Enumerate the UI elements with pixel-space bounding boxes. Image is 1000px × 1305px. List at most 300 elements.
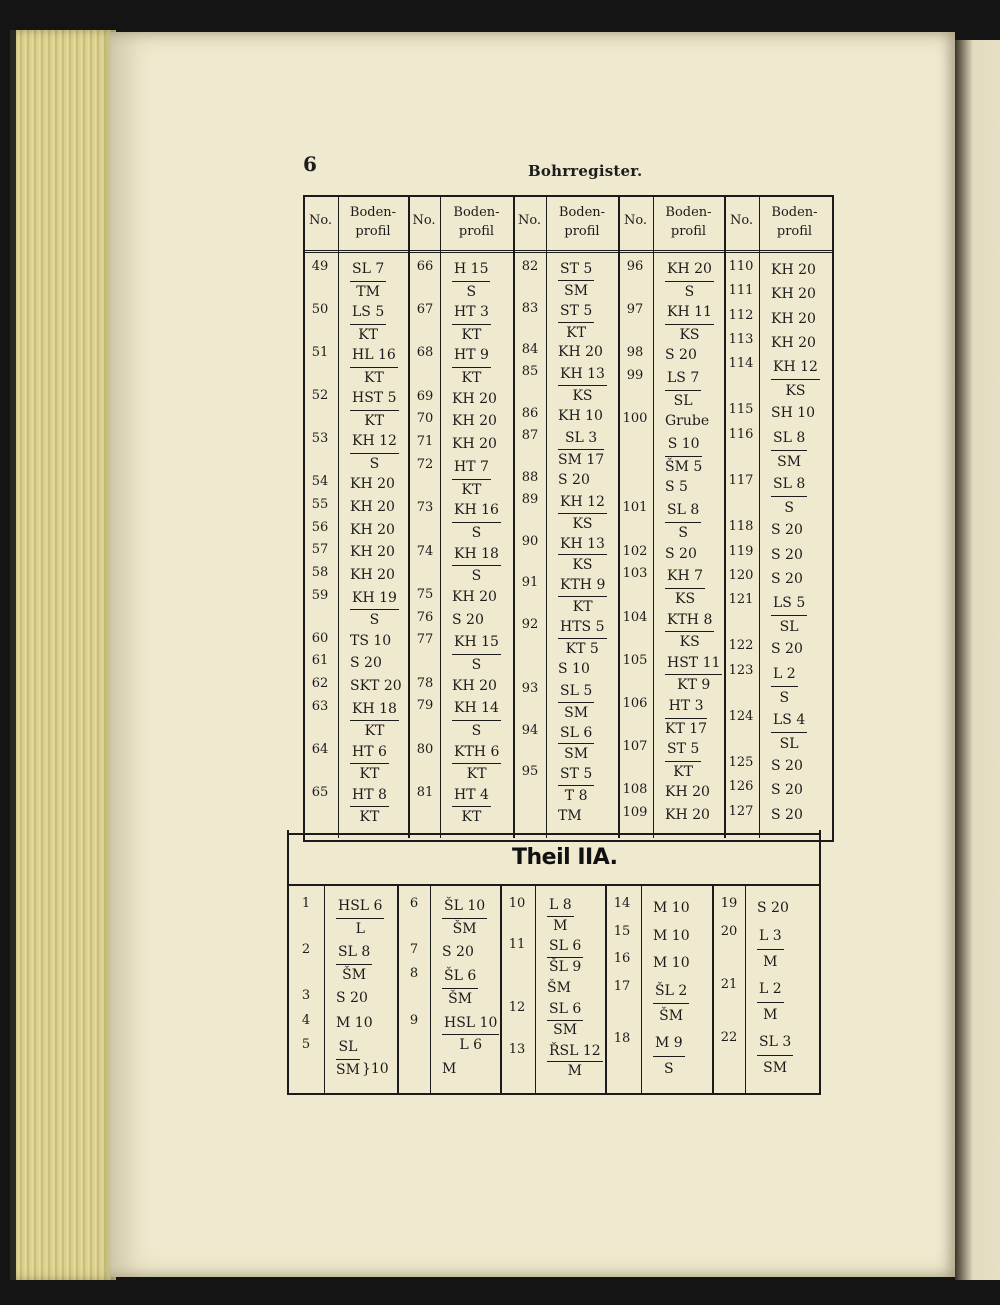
profil-fraction [452,785,491,829]
profil-top: L 3 [757,924,784,950]
boden-profil: S 20 [665,347,697,364]
row-number: 53 [311,431,329,447]
profil-fraction [665,610,714,654]
row-number: 8 [409,966,419,982]
row-number: 125 [728,755,754,771]
profil-top: HST 5 [350,388,399,411]
row-number: 2 [301,942,311,958]
profil-bottom: ŠM [448,991,473,1008]
profil-top: HL 16 [350,345,398,368]
row-number: 94 [521,722,539,738]
boden-profil: M 10 [653,900,690,916]
profil-bottom: ŠM [659,1008,684,1025]
profil-top: HT 6 [350,742,389,765]
row-number: 50 [311,302,329,318]
profil-fraction [665,434,702,478]
row-number: 49 [311,259,329,274]
row-number: 69 [416,388,434,404]
profil-fraction [757,924,784,975]
profil-fraction [665,739,701,783]
boden-profil: KH 20 [771,334,816,351]
boden-profil [547,896,574,936]
boden-profil [350,699,399,743]
profil-top: HT 3 [665,696,707,719]
profil-bottom: KT [363,369,384,386]
boden-profil [452,632,501,676]
boden-profil: KH 20 [771,286,816,303]
row-number: 66 [416,259,434,274]
profil-fraction [452,742,501,786]
row-number: 73 [416,500,434,516]
profil-fraction [771,356,820,403]
boden-profil: KH 20 [452,677,497,694]
row-number: 122 [728,638,754,654]
profil-fraction [665,259,714,303]
boden-profil [665,302,714,346]
boden-profil [665,500,701,544]
profil-top: SL 8 [771,473,807,497]
row-number: 112 [728,307,754,323]
boden-profil [452,544,501,588]
profil-top: KTH 6 [452,742,501,765]
boden-profil [558,301,594,344]
row-number: 22 [720,1029,738,1045]
profil-top: ST 5 [558,301,594,323]
profil-top: SL [336,1037,360,1060]
boden-profil: TS 10 [350,632,392,649]
row-number: 123 [728,662,754,678]
profil-top: ŠL 10 [442,896,487,919]
column-divider [338,195,339,838]
row-number: 88 [521,469,539,485]
column-divider [546,195,547,838]
row-number: 79 [416,698,434,714]
profil-fraction [547,937,583,977]
profil-bottom: ŠL 9 [549,958,582,975]
profil-fraction [336,896,384,941]
boden-profil: KH 20 [558,344,603,361]
boden-profil [665,653,722,697]
profil-fraction [558,764,594,807]
running-head: Bohrregister. [528,162,643,180]
boden-profil [771,427,807,474]
profil-bottom: SL [673,392,693,409]
profil-fraction [558,617,607,660]
profil-fraction [452,345,491,389]
boden-profil [350,302,386,346]
row-number: 100 [622,411,648,427]
row-number: 93 [521,680,539,696]
profil-top: ST 5 [558,764,594,786]
profil-top: KTH 9 [558,575,607,597]
row-number: 89 [521,491,539,507]
boden-profil: ŠM [547,979,571,996]
profil-bottom: S [678,524,688,541]
boden-profil [558,764,594,807]
profil-fraction [336,942,372,987]
profil-bottom: KT [364,723,385,740]
profil-top: KH 19 [350,588,399,611]
boden-profil: KH 10 [558,408,603,425]
row-number: 95 [521,764,539,780]
profil-bottom: SM [777,453,802,470]
profil-fraction [771,473,807,520]
row-number: 67 [416,302,434,318]
row-number: 76 [416,609,434,625]
header-no: No. [412,213,436,228]
profil-top: HT 4 [452,785,491,808]
column-divider [324,886,325,1093]
profil-fraction [771,592,807,639]
header-profil-bottom: profil [458,224,495,239]
boden-profil: KH 20 [452,413,497,430]
profil-top: L 8 [547,896,574,917]
row-number: 92 [521,617,539,633]
boden-profil: KH 20 [771,310,816,327]
profil-fraction [350,742,389,786]
profil-bottom: S [369,612,380,629]
row-number: 14 [613,896,631,911]
profil-fraction [665,696,707,740]
profil-bottom: L [355,920,365,937]
profil-top: KH 11 [665,302,714,325]
profil-bottom: SM 17 [558,452,605,469]
profil-top: LS 5 [771,592,807,616]
row-number: 127 [728,803,754,819]
profil-fraction [452,500,501,544]
row-number: 115 [728,402,754,418]
profil-top: L 2 [771,663,798,687]
profil-fraction [442,1013,499,1058]
boden-profil [757,977,784,1028]
profil-top: KH 16 [452,500,501,523]
row-number: 62 [311,676,329,692]
row-number: 68 [416,345,434,361]
row-number: 107 [622,739,648,755]
profil-top: KH 12 [771,356,820,380]
profil-fraction [452,457,491,501]
row-number: 96 [626,259,644,274]
profil-top: SL 7 [350,259,386,282]
profil-fraction [452,544,501,588]
row-number: 52 [311,388,329,404]
profil-bottom: KS [572,388,593,405]
profil-fraction [665,368,701,412]
row-number: 70 [416,411,434,427]
boden-profil: S 20 [771,641,803,658]
boden-profil [558,617,607,660]
profil-fraction [558,681,594,724]
boden-profil: S 20 [757,900,789,916]
profil-top: KTH 8 [665,610,714,633]
row-number: 12 [508,1000,526,1016]
profil-fraction [350,302,386,346]
boden-profil: S 20 [771,522,803,539]
profil-bottom: S [471,722,482,739]
profil-top: L 2 [757,977,784,1003]
row-number: 58 [311,565,329,581]
boden-profil [771,356,820,403]
boden-profil [771,709,807,756]
profil-top: LS 7 [665,368,701,391]
boden-profil [547,1042,603,1082]
boden-profil: S 20 [771,806,803,823]
row-number: 106 [622,695,648,711]
header-no: No. [623,213,648,228]
boden-profil [665,696,707,740]
profil-bottom: S [779,689,790,706]
row-number: 4 [301,1012,311,1028]
row-number: 64 [311,741,329,757]
boden-profil: S 10 [558,660,590,677]
profil-fraction [452,302,491,346]
profil-bottom: TM [356,283,380,300]
profil-fraction [653,979,689,1030]
row-number: 78 [416,675,434,691]
profil-bottom: KT 5 [565,640,599,657]
boden-profil: Grube [665,413,710,430]
profil-fraction [558,301,594,344]
profil-bottom: KS [674,590,696,607]
row-number: 120 [728,567,754,583]
boden-profil [547,937,583,977]
profil-top: ŠL 2 [653,979,689,1005]
boden-profil [558,492,607,535]
profil-bottom: KT [566,324,587,341]
boden-profil [757,924,784,975]
profil-bottom: ŠM [452,920,477,937]
profil-top: SL 3 [757,1030,793,1056]
profil-bottom: SL [779,619,799,636]
boden-profil: KH 20 [452,588,497,605]
profil-bottom: SM [336,1061,360,1078]
profil-top: ST 5 [665,739,701,762]
profil-fraction [452,632,501,676]
column-divider [653,195,654,838]
row-number: 61 [311,653,329,669]
row-number: 116 [728,426,754,442]
profil-fraction [442,896,487,941]
boden-profil [350,345,398,389]
row-number: 15 [613,923,631,939]
row-number: 74 [416,543,434,559]
profil-top: HSL 6 [336,896,384,919]
row-number: 16 [613,951,631,966]
boden-profil: S 20 [771,546,803,563]
boden-profil [336,942,372,987]
profil-bottom: S [369,455,380,472]
row-number: 98 [626,345,644,361]
row-number: 72 [416,457,434,472]
boden-profil [558,681,594,724]
row-number: 85 [521,364,539,380]
boden-profil [336,1037,389,1082]
row-number: 91 [521,575,539,591]
section-title: Theil IIA. [512,845,618,870]
profil-fraction [350,388,399,432]
profil-bottom: KS [572,515,593,532]
header-profil-top: Boden- [558,205,606,220]
boden-profil: S 20 [771,758,803,775]
boden-profil [665,434,702,478]
boden-profil [452,345,491,389]
profil-top: SL 8 [771,427,807,451]
profil-bottom: S [471,568,482,585]
profil-bottom: M [553,917,568,934]
header-no: No. [729,213,754,228]
profil-fraction [350,431,399,475]
page-number: 6 [303,152,317,176]
boden-profil [757,1030,793,1081]
profil-bottom: SM [564,704,589,721]
boden-profil [336,896,384,941]
profil-bottom: KS [679,326,700,343]
boden-profil: S 20 [350,655,382,672]
row-number: 59 [311,587,329,603]
profil-top: HTS 5 [558,617,607,639]
row-number: 81 [416,784,434,800]
row-number: 11 [508,937,526,953]
next-page-edge [955,40,1000,1280]
row-number: 83 [521,300,539,316]
column-divider [397,886,399,1093]
row-number: 56 [311,519,329,535]
profil-bottom: SL [779,735,799,752]
column-divider [430,886,431,1093]
row-number: 21 [720,976,738,992]
boden-profil: S 5 [665,479,688,496]
profil-top: SL 8 [336,942,372,965]
profil-top: SL 5 [558,681,594,703]
profil-bottom: KS [679,634,700,651]
profil-bottom: M [763,1007,778,1024]
row-number: 117 [728,472,754,488]
profil-top: KH 14 [452,698,501,721]
row-number: 119 [728,543,754,559]
profil-top: ŘSL 12 [547,1042,603,1063]
row-number: 54 [311,474,329,490]
profil-top: S 10 [665,434,702,457]
boden-profil [452,259,490,303]
row-number: 13 [508,1041,526,1057]
profil-top: HST 11 [665,653,722,676]
row-number: 20 [720,923,738,939]
header-profil-top: Boden- [453,205,500,220]
boden-profil: S 20 [442,944,474,961]
boden-profil [653,979,689,1030]
profil-bottom: M [763,954,778,971]
profil-fraction [558,575,607,618]
row-number: 84 [521,342,539,358]
profil-fraction [547,896,574,936]
boden-profil: KH 20 [452,390,497,407]
boden-profil [558,428,604,471]
boden-profil [350,259,386,303]
boden-profil: M 10 [336,1014,373,1031]
profil-fraction [547,1042,603,1082]
profil-top: KH 7 [665,566,705,589]
profil-top: KH 20 [665,259,714,282]
profil-top: ŠL 6 [442,966,478,989]
boden-profil [665,566,705,610]
profil-fraction [558,259,594,302]
profil-fraction [558,723,594,766]
profil-top: SL 8 [665,500,701,523]
row-number: 105 [622,652,648,668]
boden-profil: KH 20 [771,262,816,278]
row-number: 18 [613,1030,631,1046]
profil-fraction [558,428,604,471]
boden-profil [350,431,399,475]
profil-fraction [350,345,398,389]
profil-bottom: S [466,283,477,300]
boden-profil [771,663,798,710]
boden-profil [558,723,594,766]
row-number: 126 [728,779,754,795]
boden-profil: S 20 [771,782,803,799]
row-number: 90 [521,533,539,549]
profil-fraction [771,709,807,756]
header-profil-bottom: profil [776,224,813,239]
column-divider [759,195,760,838]
profil-fraction [771,663,798,710]
profil-fraction [653,1031,685,1082]
profil-top: HSL 10 [442,1013,499,1036]
profil-top: KH 18 [350,699,399,722]
column-divider [641,886,642,1093]
profil-bottom: KT [461,326,482,343]
profil-bottom: S [471,524,482,541]
profil-bottom: KT [461,481,482,498]
profil-fraction [665,302,714,346]
boden-profil [653,1031,685,1082]
row-number: 99 [626,368,644,384]
row-number: 5 [301,1036,311,1052]
boden-profil: S 20 [558,471,590,488]
profil-top: KH 15 [452,632,501,655]
boden-profil [350,388,399,432]
profil-bottom: KT [358,326,379,343]
boden-profil [558,364,607,407]
profil-fraction [452,259,490,303]
profil-top: HT 3 [452,302,491,325]
profil-top: SL 6 [558,723,594,745]
boden-profil [665,739,701,783]
profil-top: H 15 [452,259,490,282]
boden-profil [558,575,607,618]
boden-profil: SKT 20 [350,678,402,695]
profil-top: SL 3 [558,428,604,450]
row-number: 102 [622,543,648,559]
profil-bottom: KT [572,599,593,616]
boden-profil [452,785,491,829]
boden-profil [350,588,399,632]
row-number: 77 [416,632,434,648]
profil-fraction [665,500,701,544]
profil-bottom: KS [572,557,593,574]
profil-bottom: S [471,656,482,673]
boden-profil: KH 20 [350,521,395,538]
boden-profil [442,1013,499,1058]
boden-profil [665,259,714,303]
boden-profil [558,259,594,302]
row-number: 17 [613,978,631,994]
row-number: 71 [416,434,434,450]
boden-profil [452,698,501,742]
boden-profil: SH 10 [771,405,816,422]
section-divider-bottom [287,884,819,886]
row-number: 6 [409,896,419,911]
